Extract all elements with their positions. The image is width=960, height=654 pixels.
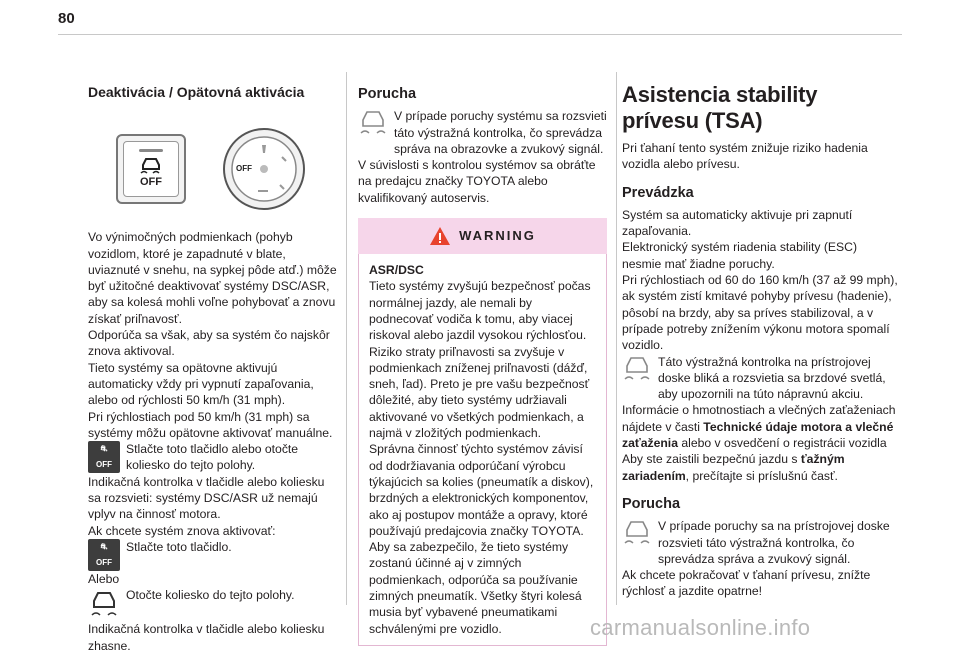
paragraph: Správna činnosť týchto systémov závisí od dodržiavania odporúčaní výrobcu týkajúcich sa kolies (pneumatík a diskov), brzdných a elektronických komponentov, ako aj postupov montáže a opravy, ktoré používajú predajcovia značky TOYOTA. [369, 442, 594, 538]
knob-off-label: OFF [236, 164, 252, 174]
warning-body [358, 254, 607, 646]
paragraph: Ak chcete pokračovať v ťahaní prívesu, znížte rýchlosť a jazdite opatrne! [622, 568, 871, 599]
column-divider [616, 72, 617, 605]
indicator-light [139, 149, 163, 152]
paragraph: Informácie o hmotnostiach a vlečných zaťaženiach nájdete v časti Technické údaje motora a vlečné zaťaženia alebo v osvedčení o registrácii vozidla [622, 403, 896, 451]
paragraph: Aby ste zaistili bezpečnú jazdu s ťažným zariadením, prečítajte si príslušnú časť. [622, 452, 845, 483]
instruction-text: Stlačte toto tlačidlo. [126, 539, 232, 554]
watermark: carmanualsonline.info [590, 615, 811, 640]
warning-header [358, 218, 607, 254]
paragraph: Pri ťahaní tento systém znižuje riziko hadenia vozidla alebo prívesu. [622, 141, 868, 172]
right-column [622, 80, 898, 600]
indicator-note [622, 354, 898, 403]
subsection-heading: Prevádzka [622, 184, 694, 201]
section-title: Asistencia stability prívesu (TSA) [622, 82, 818, 133]
subsection-heading: Porucha [622, 495, 681, 512]
header-rule [58, 34, 902, 35]
instruction-step [88, 587, 340, 617]
warning-light-icon [358, 108, 388, 134]
cross-reference: Technické údaje motora a vlečné zaťaženia [622, 419, 894, 451]
illustration-row [116, 127, 340, 211]
paragraph: Pri rýchlostiach pod 50 km/h (31 mph) sa systémy môžu opätovne aktivovať manuálne. [88, 409, 333, 440]
instruction-text: Otočte koliesko do tejto polohy. [126, 588, 295, 603]
indicator-text: Táto výstražná kontrolka na prístrojovej doske bliká a rozsvietia sa brzdové svetlá, aby upozornili na túto nápravnú akciu. [658, 354, 886, 402]
paragraph: Elektronický systém riadenia stability (ESC) nesmie mať žiadne poruchy. [622, 240, 858, 271]
paragraph: Alebo [88, 571, 120, 586]
fault-note [622, 518, 898, 567]
esp-off-icon: ⛐ OFF [88, 441, 120, 473]
paragraph: V súvislosti s kontrolou systémov sa obráťte na predajcu značky TOYOTA alebo kvalifikovaný autoservis. [358, 158, 596, 205]
instruction-step [88, 441, 340, 474]
paragraph: Aby sa zabezpečilo, že tieto systémy zostanú účinné aj v zimných podmienkach, odporúča sa používanie zimných pneumatík. Všetky štyri kolesá musia byť vybavené pneumatikami schválenými pre vozidlo. [369, 540, 582, 636]
skid-car-icon [138, 156, 164, 174]
warning-title: WARNING [459, 227, 536, 243]
paragraph: Systém sa automaticky aktivuje pri zapnutí zapaľovania. [622, 207, 853, 239]
paragraph: Tieto systémy sa opätovne aktivujú automaticky vždy pri vypnutí zapaľovania, alebo od rýchlosti 50 km/h (31 mph). [88, 360, 314, 408]
page-number: 80 [58, 10, 75, 27]
paragraph: Odporúča sa však, aby sa systém čo najskôr znova aktivoval. [88, 328, 330, 359]
esp-off-icon: ⛐ OFF [88, 539, 120, 571]
section-heading: Deaktivácia / Opätovná aktivácia [88, 84, 305, 100]
paragraph: Ak chcete systém znova aktivovať: [88, 523, 276, 538]
off-label: OFF [140, 175, 162, 188]
warning-subtitle: ASR/DSC [369, 263, 424, 278]
section-heading: Porucha [358, 86, 417, 102]
paragraph: Tieto systémy zvyšujú bezpečnosť počas normálnej jazdy, ale nemali by podnecovať vodiča k tomu, aby viacej riskoval alebo jazdil vysokou rýchlosťou. [369, 279, 591, 343]
skid-car-icon [88, 587, 120, 617]
trailer-warning-icon [622, 354, 652, 380]
instruction-text: Stlačte toto tlačidlo alebo otočte koliesko do tejto polohy. [126, 442, 299, 473]
warning-triangle-icon [429, 226, 451, 246]
cross-reference: ťažným zariadením [622, 452, 845, 483]
esp-off-button-illustration [116, 134, 186, 204]
paragraph: Indikačná kontrolka v tlačidle alebo koliesku sa rozsvieti: systémy DSC/ASR už nemajú vplyv na činnosť motora. [88, 474, 325, 522]
middle-column [358, 80, 607, 646]
fault-text: V prípade poruchy sa na prístrojovej doske rozsvieti táto výstražná kontrolka, čo sprevádza správa a zvukový signál. [658, 519, 890, 566]
paragraph: Vo výnimočných podmienkach (pohyb vozidlom, ktoré je zapadnuté v blate, uviaznuté v snehu, na sypkej pôde atď.) môže byť užitočné deaktivovať systémy DSC/ASR, aby sa kolesá mohli voľne pohybovať a znovu získať priľnavosť. [88, 230, 337, 326]
fault-text: V prípade poruchy systému sa rozsvieti táto výstražná kontrolka, čo sprevádza správa na obrazovke a zvukový signál. [394, 109, 607, 156]
trailer-warning-icon [622, 518, 652, 544]
column-divider [346, 72, 347, 605]
left-column [88, 80, 340, 654]
drive-mode-knob-illustration [222, 127, 306, 211]
paragraph: Indikačná kontrolka v tlačidle alebo koliesku zhasne. [88, 622, 325, 653]
paragraph: Riziko straty priľnavosti sa zvyšuje v podmienkach zníženej priľnavosti (dážď, sneh, ľad). Preto je pre vašu bezpečnosť dôležité, aby tieto systémy udržiavali aktivované vo všetkých podmienkach, a najmä v zložitých podmienkach. [369, 344, 590, 441]
instruction-step [88, 539, 340, 571]
paragraph: Pri rýchlostiach od 60 do 160 km/h (37 až 99 mph), ak systém zistí kmitavé pohyby prívesu (hadenie), pôsobí na brzdy, aby sa príves stabilizoval, a v prípade potreby znížením výkonu motora spomalí vozidlo. [622, 273, 898, 353]
fault-note [358, 108, 607, 157]
